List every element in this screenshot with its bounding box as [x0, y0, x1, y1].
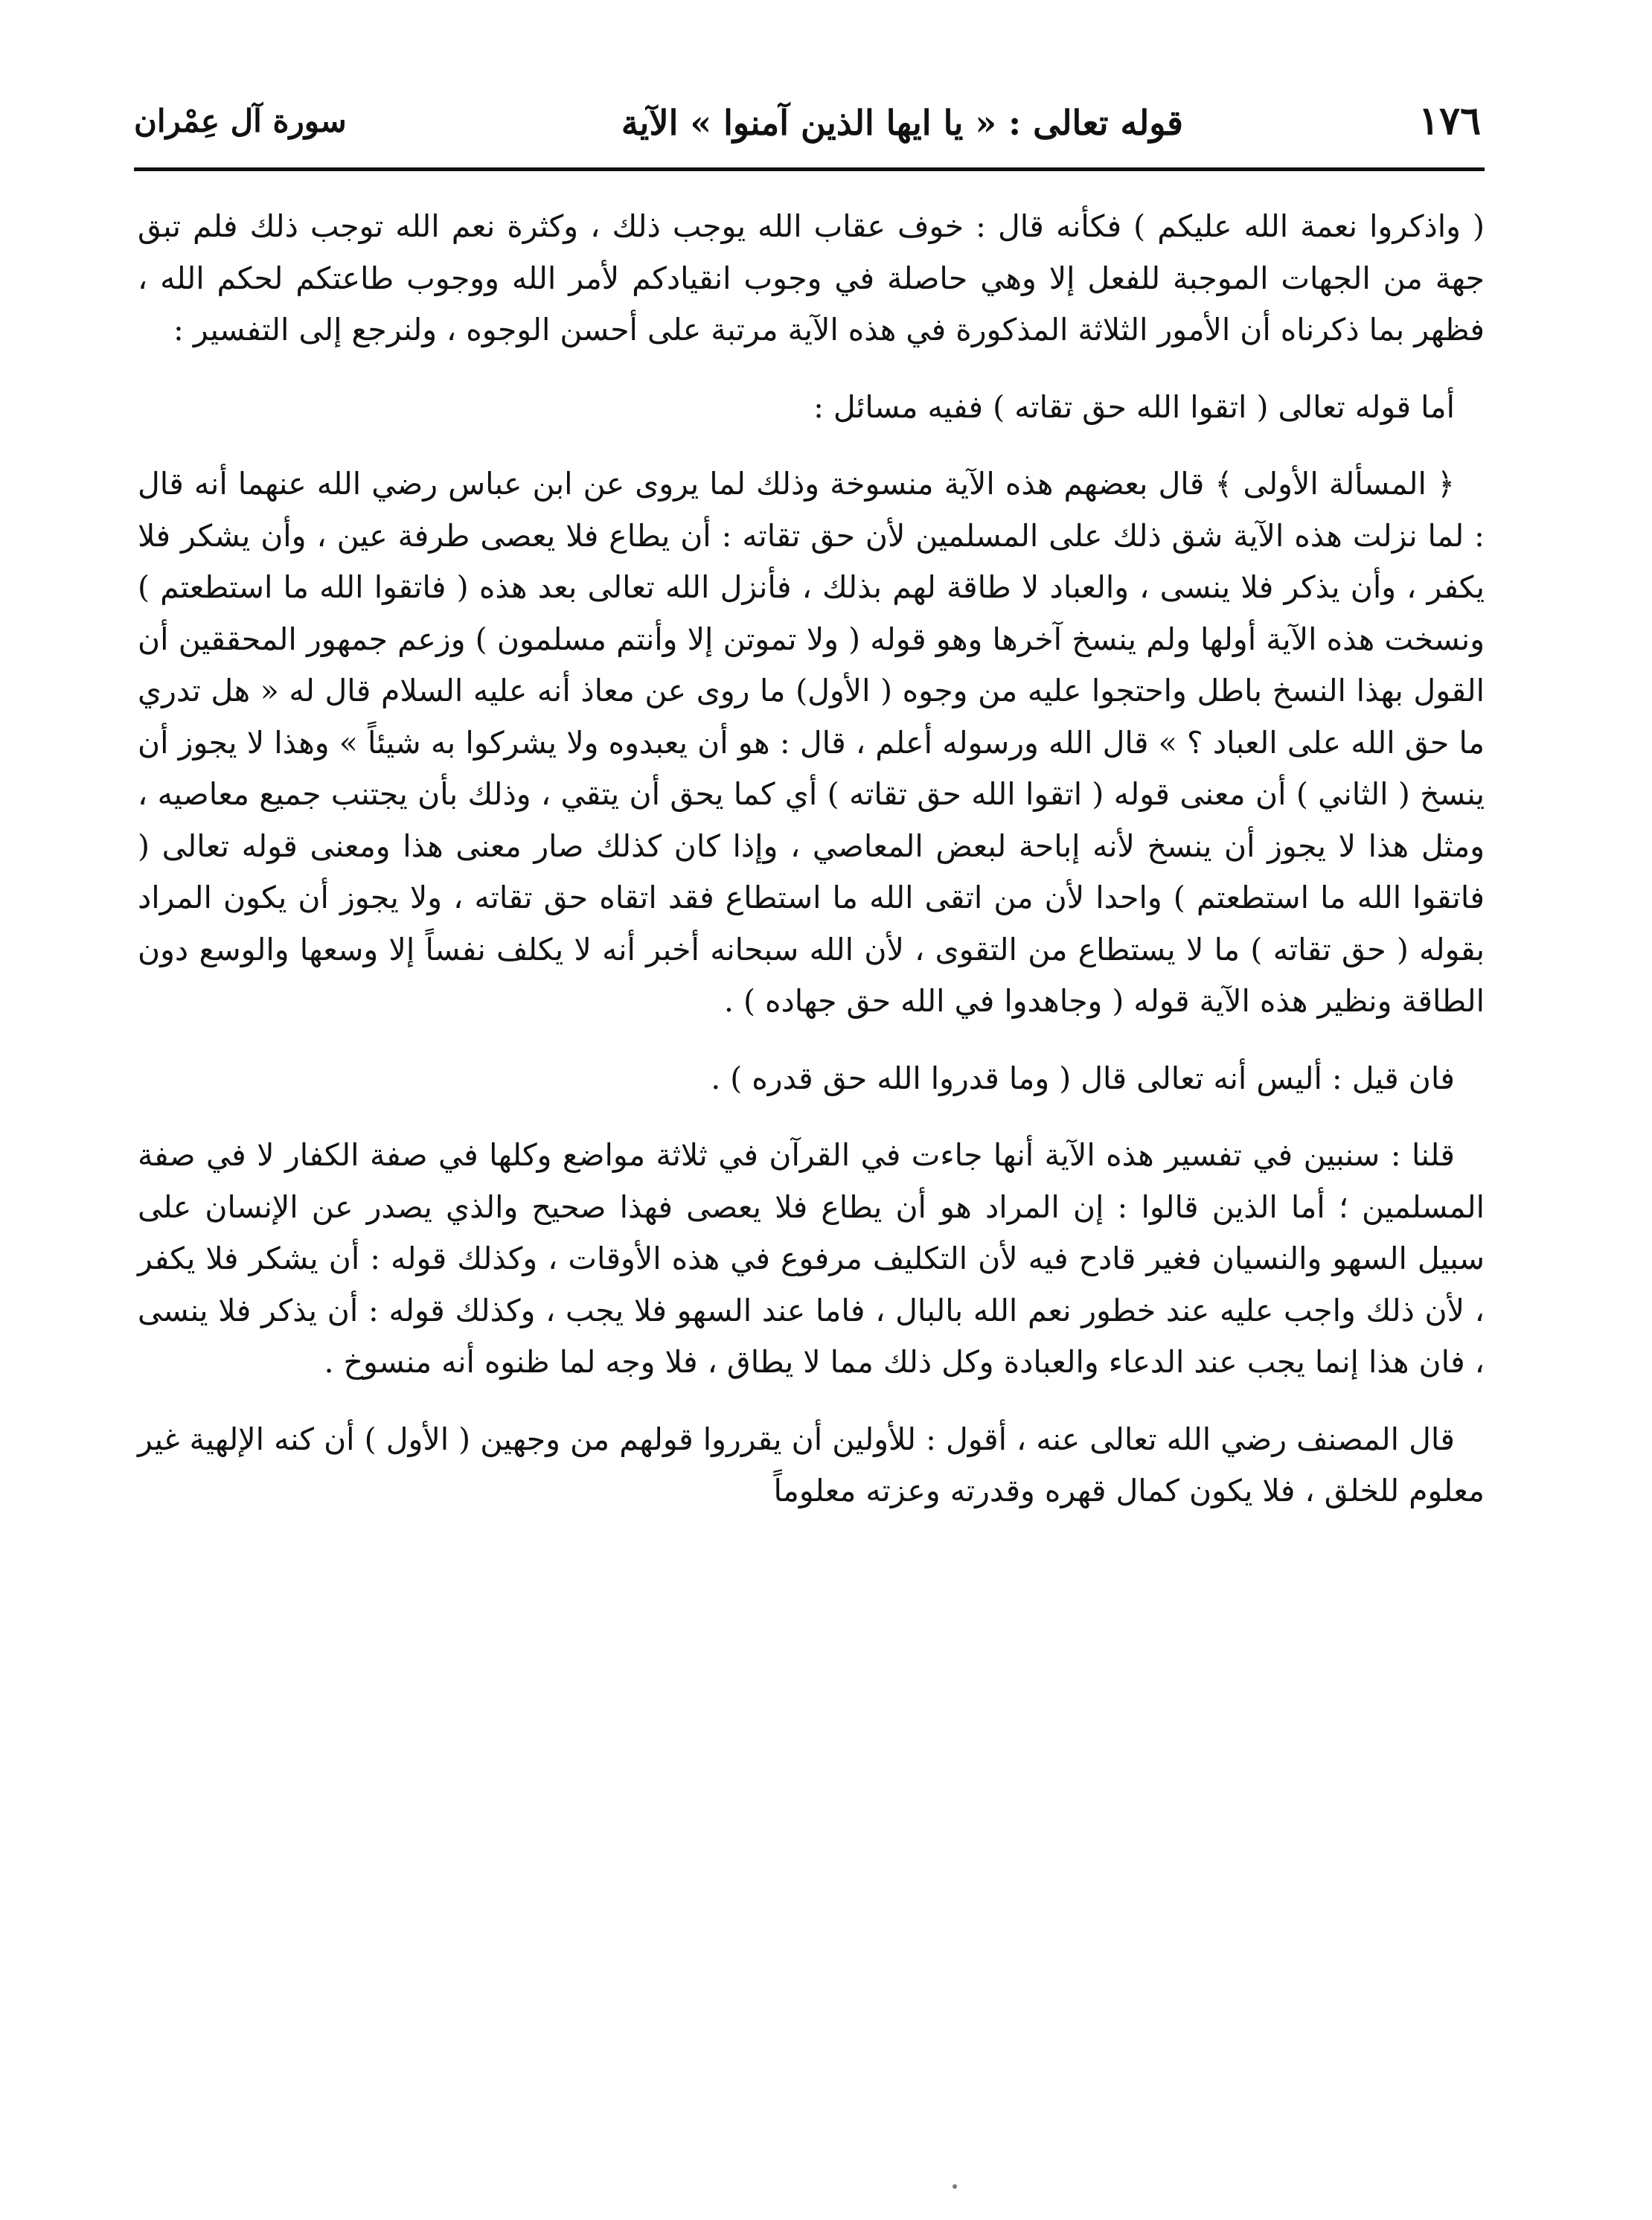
paragraph-author-remark: قال المصنف رضي الله تعالى عنه ، أقول : للأولين أن يقرروا قولهم من وجهين ( الأول ) أن كنه الإلهية غير معلوم للخلق ، فلا يكون كمال قهره وقدرته وعزته معلوماً — [138, 1421, 1485, 1509]
paragraph-first-issue: ﴿ المسألة الأولى ﴾ قال بعضهم هذه الآية منسوخة وذلك لما يروى عن ابن عباس رضي الله عنهما أنه قال : لما نزلت هذه الآية شق ذلك على المسلمين لأن حق تقاته : أن يطاع فلا يعصى طرفة عين ، وأن يشكر فلا يكفر ، وأن يذكر فلا ينسى ، والعباد لا طاقة لهم بذلك ، فأنزل الله تعالى بعد هذه ( فاتقوا الله ما استطعتم ) ونسخت هذه الآية أولها ولم ينسخ آخرها وهو قوله ( ولا تموتن إلا وأنتم مسلمون ) وزعم جمهور المحققين أن القول بهذا النسخ باطل واحتجوا عليه من وجوه ( الأول) ما روى عن معاذ أنه عليه السلام قال له « هل تدري ما حق الله على العباد ؟ » قال الله ورسوله أعلم ، قال : هو أن يعبدوه ولا يشركوا به شيئاً » وهذا لا يجوز أن ينسخ ( الثاني ) أن معنى قوله ( اتقوا الله حق تقاته ) أي كما يحق أن يتقي ، وذلك بأن يجتنب جميع معاصيه ، ومثل هذا لا يجوز أن ينسخ لأنه إباحة لبعض المعاصي ، وإذا كان كذلك صار معنى هذا ومعنى قوله تعالى ( فاتقوا الله ما استطعتم ) واحدا لأن من اتقى الله ما استطاع فقد اتقاه حق تقاته ، ولا يجوز أن يكون المراد بقوله ( حق تقاته ) ما لا يستطاع من التقوى ، لأن الله سبحانه أخبر أنه لا يكلف نفساً إلا وسعها والوسع دون الطاقة ونظير هذه الآية قوله ( وجاهدوا في الله حق جهاده ) . — [138, 466, 1485, 1019]
paragraph-intro-continuation: ( واذكروا نعمة الله عليكم ) فكأنه قال : خوف عقاب الله يوجب ذلك ، وكثرة نعم الله توجب ذلك فلم تبق جهة من الجهات الموجبة للفعل إلا وهي حاصلة في وجوب انقيادكم لأمر الله ووجوب طاعتكم لحكم الله ، فظهر بما ذكرناه أن الأمور الثلاثة المذكورة في هذه الآية مرتبة على أحسن الوجوه ، ولنرجع إلى التفسير : — [138, 208, 1485, 348]
page-header — [134, 82, 1481, 156]
scan-speck — [953, 2184, 957, 2189]
paragraph-verse-question: أما قوله تعالى ( اتقوا الله حق تقاته ) ففيه مسائل : — [813, 388, 1455, 425]
header-divider — [134, 167, 1485, 171]
paragraph-objection: فان قيل : أليس أنه تعالى قال ( وما قدروا الله حق قدره ) . — [711, 1060, 1455, 1096]
page-number: ١٧٦ — [1418, 98, 1481, 144]
main-text — [138, 201, 1485, 1543]
surah-name: سورة آل عِمْران — [134, 103, 347, 139]
running-title: قوله تعالى : « يا ايها الذين آمنوا » الآية — [621, 103, 1183, 143]
paragraph-reply: قلنا : سنبين في تفسير هذه الآية أنها جاءت في القرآن في ثلاثة مواضع وكلها في صفة الكفار لا في صفة المسلمين ؛ أما الذين قالوا : إن المراد هو أن يطاع فلا يعصى فهذا صحيح والذي يصدر عن الإنسان على سبيل السهو والنسيان فغير قادح فيه لأن التكليف مرفوع في هذه الأوقات ، وكذلك قوله : أن يشكر فلا يكفر ، لأن ذلك واجب عليه عند خطور نعم الله بالبال ، فاما عند السهو فلا يجب ، وكذلك قوله : أن يذكر فلا ينسى ، فان هذا إنما يجب عند الدعاء والعبادة وكل ذلك مما لا يطاق ، فلا وجه لما ظنوه أنه منسوخ . — [138, 1137, 1485, 1380]
